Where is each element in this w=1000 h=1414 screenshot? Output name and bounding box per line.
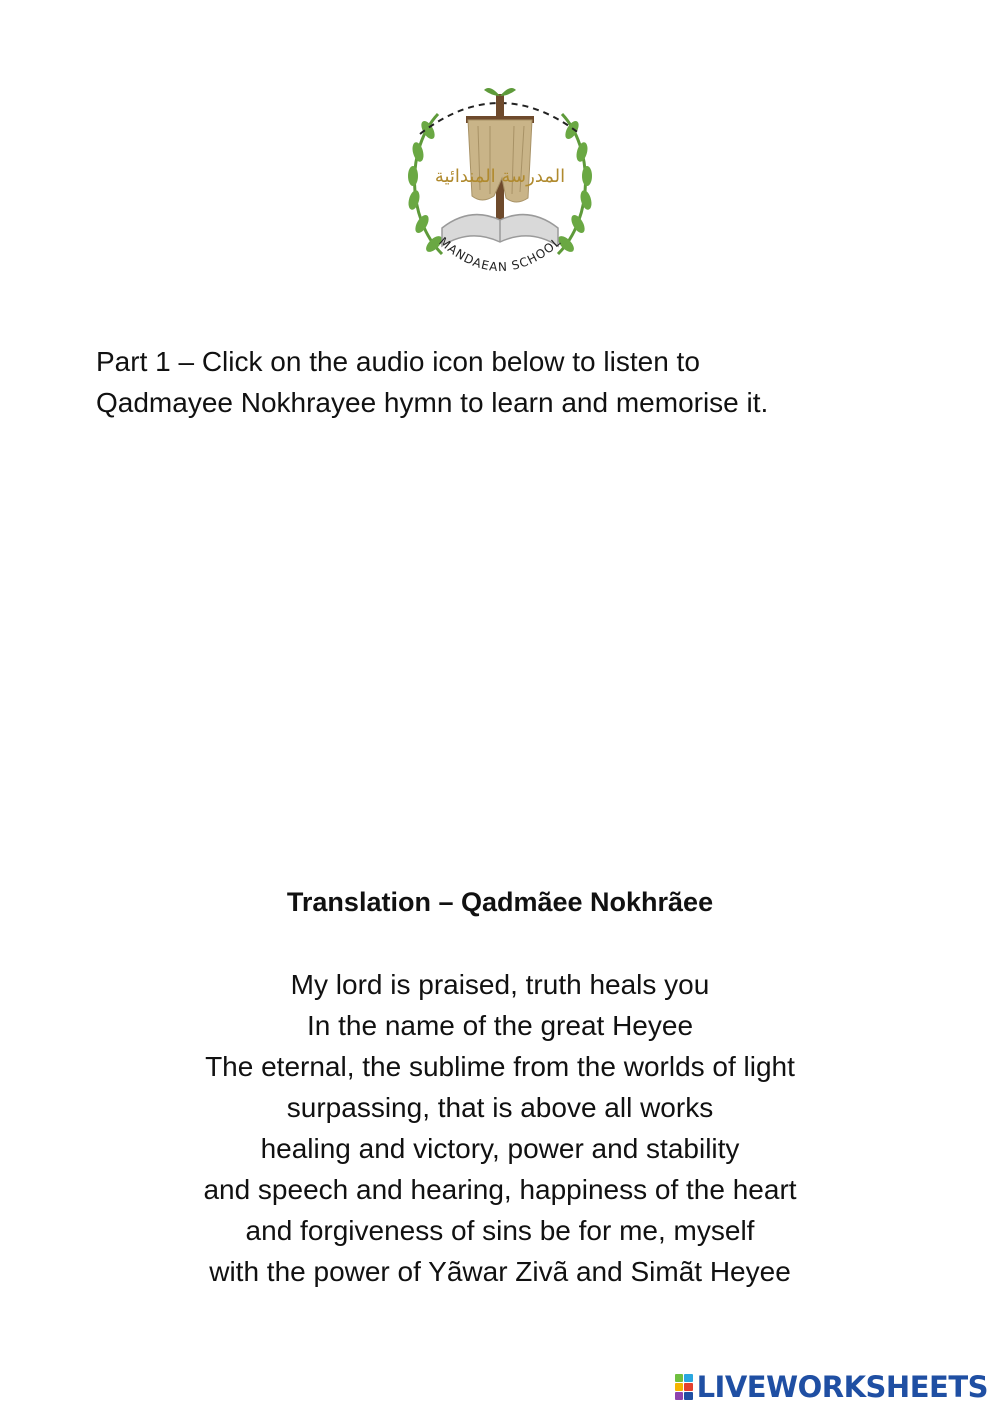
liveworksheets-logo-icon — [675, 1374, 693, 1400]
translation-section — [100, 882, 900, 1292]
brand-mark-square — [684, 1392, 693, 1400]
instructions — [96, 341, 896, 423]
hymn-line: The eternal, the sublime from the worlds of light — [205, 1051, 795, 1082]
school-logo — [398, 78, 602, 286]
hymn-line: In the name of the great Heyee — [306, 1010, 694, 1041]
translation-title: Translation – Qadmãee Nokhrãee — [286, 887, 714, 917]
hymn-line: My lord is praised, truth heals you — [290, 969, 710, 1000]
hymn-line: with the power of Yãwar Zivã and Simãt Heyee — [209, 1256, 791, 1287]
hymn-line: surpassing, that is above all works — [286, 1092, 714, 1123]
liveworksheets-brand[interactable] — [675, 1370, 988, 1404]
instructions-line-2: Qadmayee Nokhrayee hymn to learn and memorise it. — [96, 387, 769, 418]
mandaean-school-emblem-icon — [398, 78, 602, 286]
brand-name: LIVEWORKSHEETS — [696, 1370, 988, 1404]
brand-mark-square — [684, 1383, 693, 1391]
brand-mark-square — [675, 1374, 684, 1382]
brand-mark-square — [684, 1374, 693, 1382]
hymn-line: and speech and hearing, happiness of the heart — [203, 1174, 797, 1205]
instructions-line-1: Part 1 – Click on the audio icon below to listen to — [96, 346, 700, 377]
brand-mark-square — [675, 1383, 684, 1391]
logo-english-text: MANDAEAN SCHOOL — [436, 234, 564, 275]
hymn-line: and forgiveness of sins be for me, myself — [245, 1215, 755, 1246]
hymn-line: healing and victory, power and stability — [260, 1133, 740, 1164]
brand-mark-square — [675, 1392, 684, 1400]
logo-arabic-text: المدرسة المندائية — [434, 166, 566, 187]
